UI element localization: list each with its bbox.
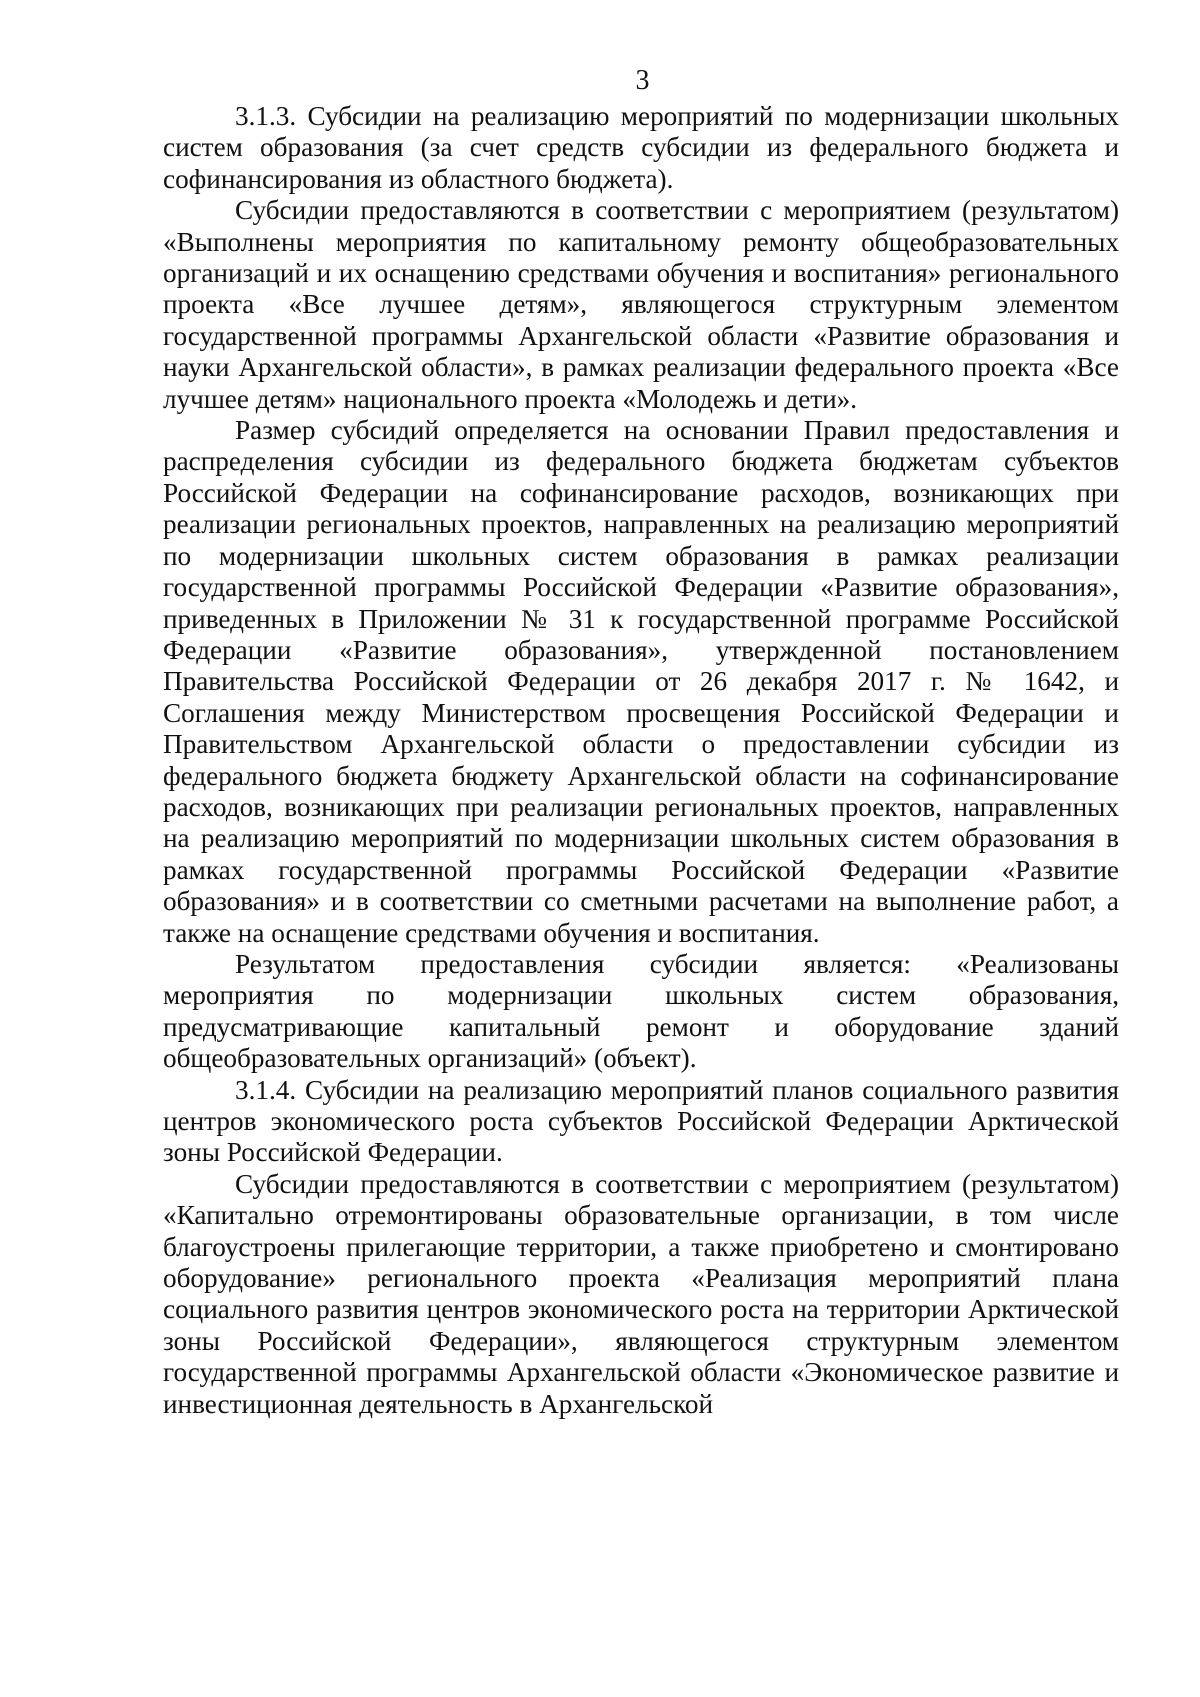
page-number: 3: [635, 65, 650, 96]
paragraph-subsidy-purpose: Субсидии предоставляются в соответствии с мероприятием (результатом) «Выполнены мероприятия по капитальному ремонту общеобразовательных организаций и их оснащению средствами обучения и воспитания» регионального проекта «Все лучшее детям», являющегося структурным элементом государственной программы Архангельской области «Развитие образования и науки Архангельской области», в рамках реализации федерального проекта «Все лучшее детям» национального проекта «Молодежь и дети».: [163, 195, 1119, 414]
paragraph-arctic-subsidy-purpose: Субсидии предоставляются в соответствии с мероприятием (результатом) «Капитально отремонтированы образовательные организации, в том числе благоустроены прилегающие территории, а также приобретено и смонтировано оборудование» регионального проекта «Реализация мероприятий плана социального развития центров экономического роста на территории Арктической зоны Российской Федерации», являющегося структурным элементом государственной программы Архангельской области «Экономическое развитие и инвестиционная деятельность в Архангельской: [163, 1168, 1119, 1419]
paragraph-subsidy-amount: Размер субсидий определяется на основании Правил предоставления и распределения субсидии из федерального бюджета бюджетам субъектов Российской Федерации на софинансирование расходов, возникающих при реализации региональных проектов, направленных на реализацию мероприятий по модернизации школьных систем образования в рамках реализации государственной программы Российской Федерации «Развитие образования», приведенных в Приложении № 31 к государственной программе Российской Федерации «Развитие образования», утвержденной постановлением Правительства Российской Федерации от 26 декабря 2017 г. № 1642, и Соглашения между Министерством просвещения Российской Федерации и Правительством Архангельской области о предоставлении субсидии из федерального бюджета бюджету Архангельской области на софинансирование расходов, возникающих при реализации региональных проектов, направленных на реализацию мероприятий по модернизации школьных систем образования в рамках государственной программы Российской Федерации «Развитие образования» и в соответствии со сметными расчетами на выполнение работ, а также на оснащение средствами обучения и воспитания.: [163, 415, 1119, 948]
paragraph-3-1-3-heading: 3.1.3. Субсидии на реализацию мероприятий по модернизации школьных систем образования (за счет средств субсидии из федерального бюджета и софинансирования из областного бюджета).: [163, 101, 1119, 194]
paragraph-subsidy-result: Результатом предоставления субсидии является: «Реализованы мероприятия по модернизации школьных систем образования, предусматривающие капитальный ремонт и оборудование зданий общеобразовательных организаций» (объект).: [163, 948, 1119, 1074]
document-body: [163, 101, 1119, 1420]
paragraph-3-1-4-heading: 3.1.4. Субсидии на реализацию мероприятий планов социального развития центров экономического роста субъектов Российской Федерации Арктической зоны Российской Федерации.: [163, 1074, 1119, 1168]
